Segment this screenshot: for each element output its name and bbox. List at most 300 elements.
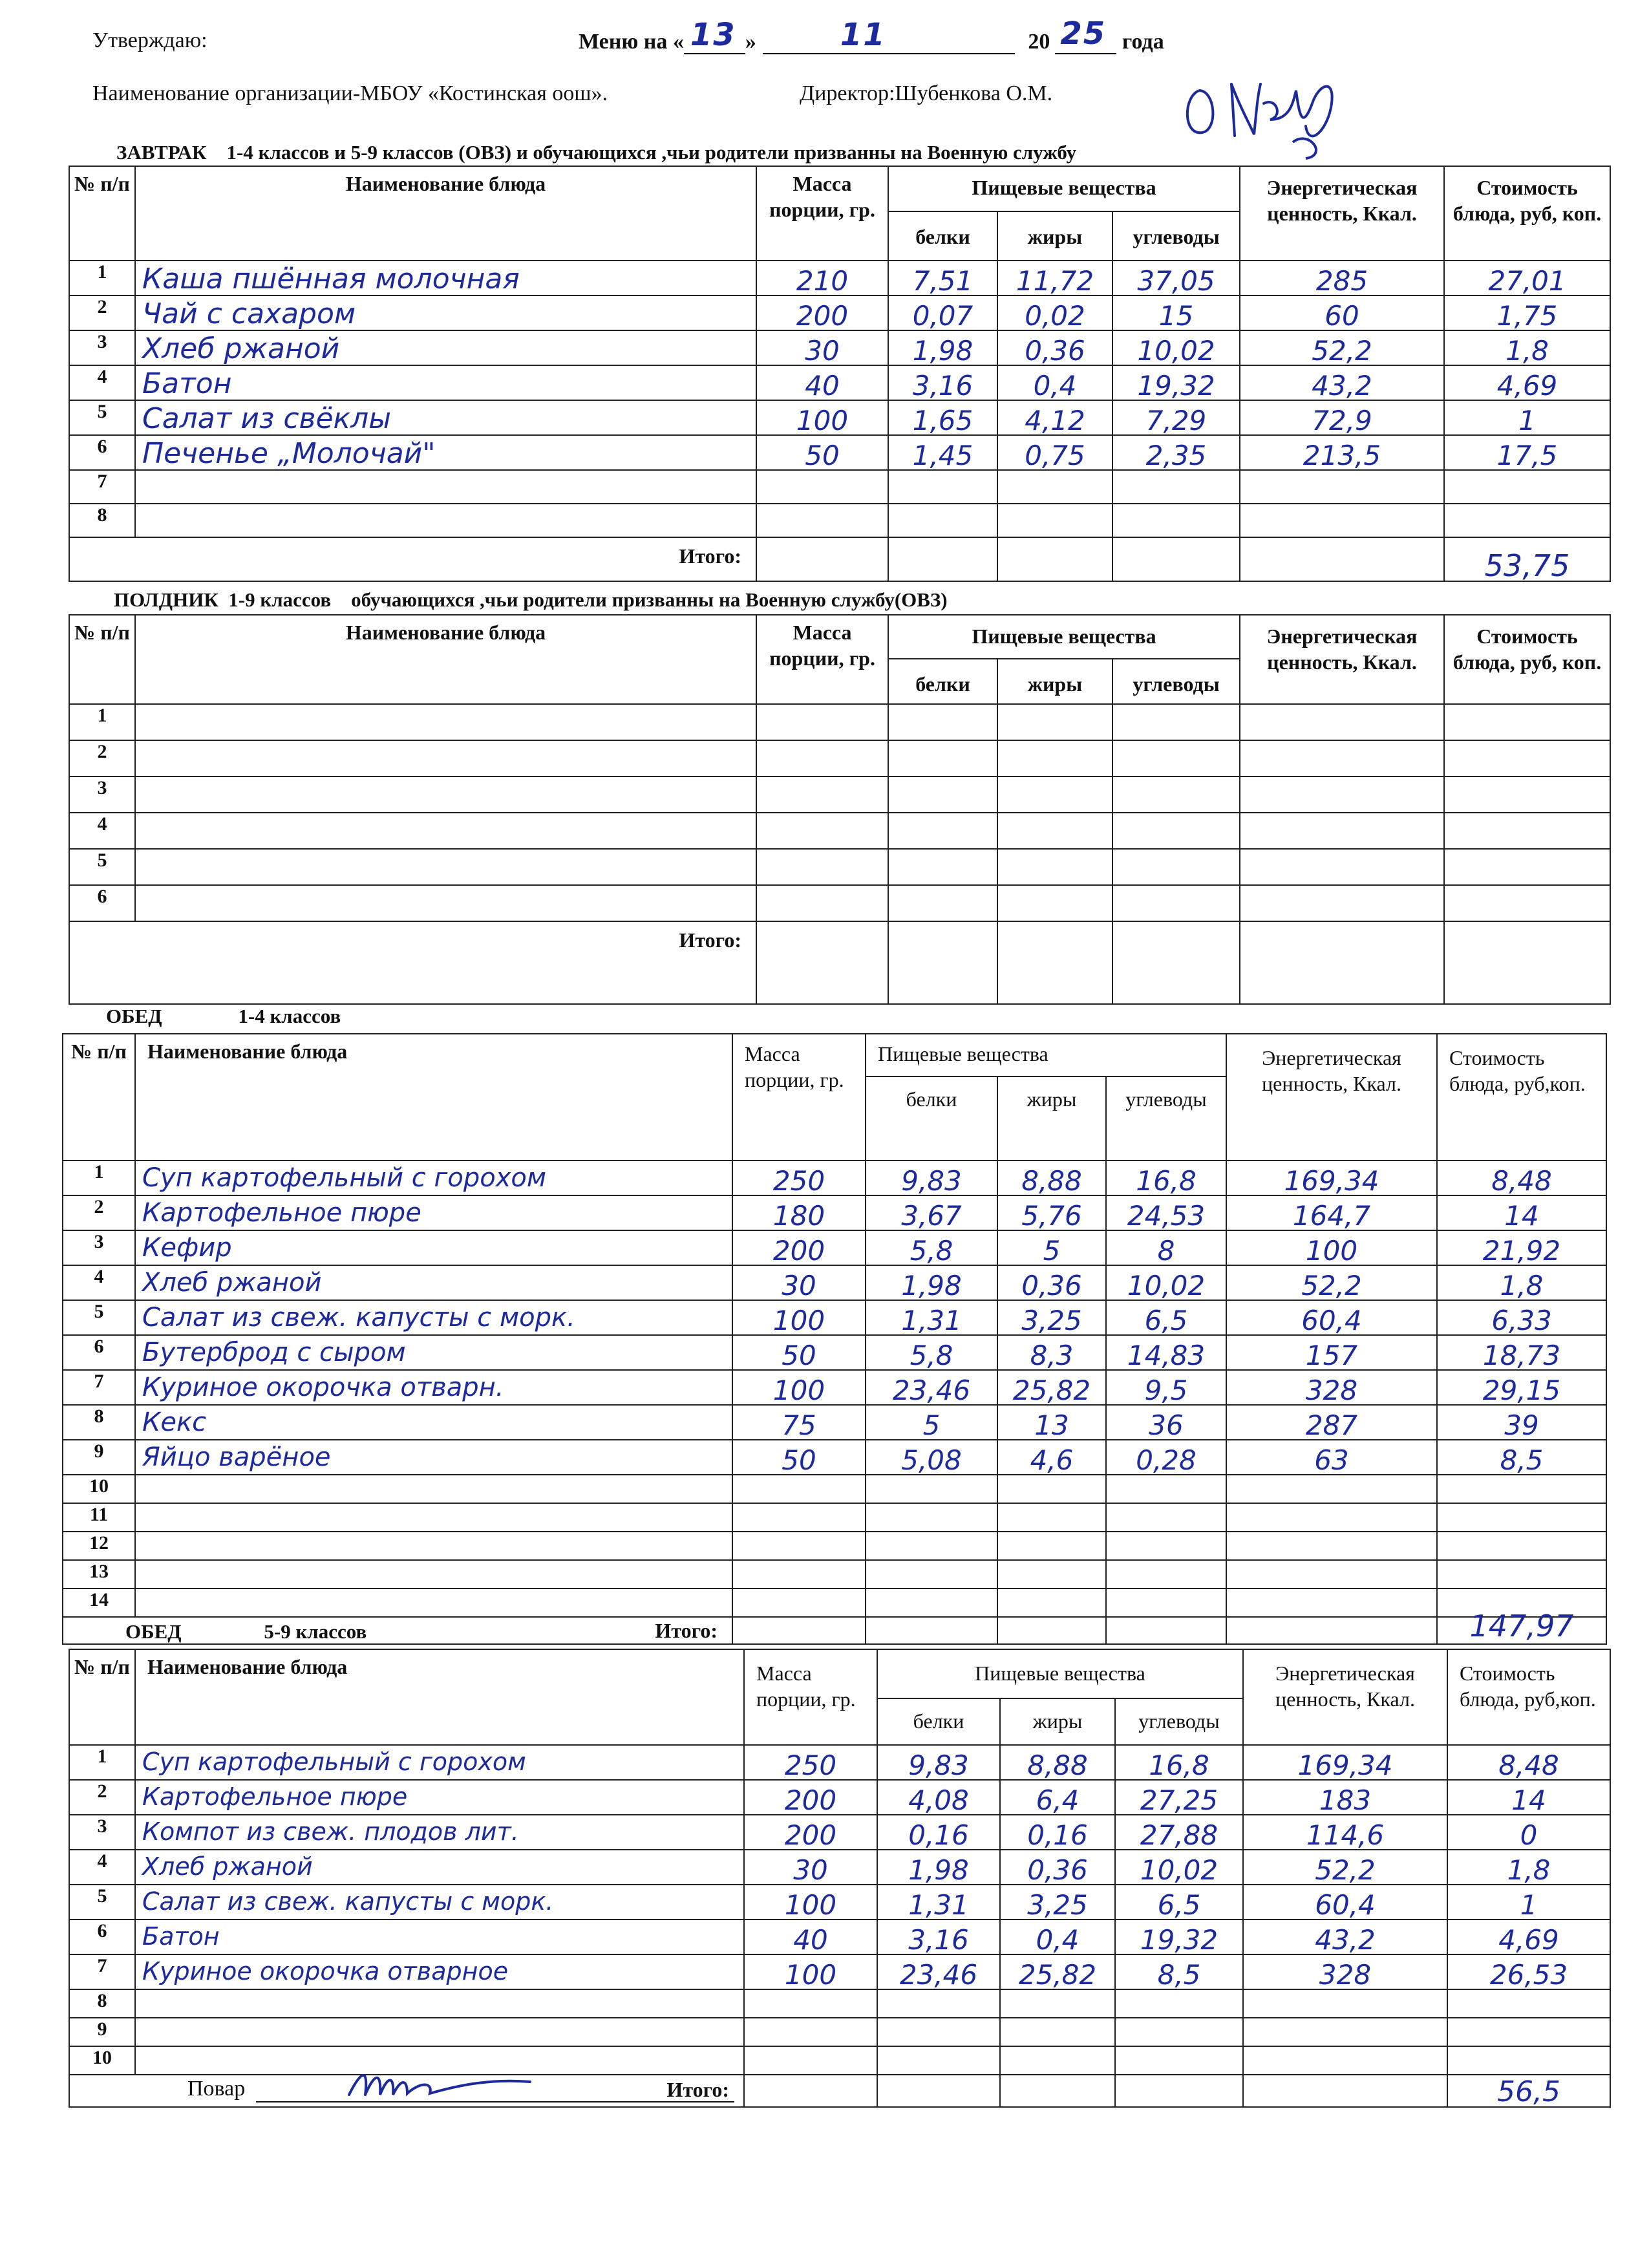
cell-protein (866, 1230, 997, 1265)
cell-carbs (1106, 1405, 1226, 1440)
cell-fat (997, 885, 1112, 921)
menu-month: 11 (840, 17, 886, 53)
cell-protein (866, 1161, 997, 1195)
cell-mass (744, 1780, 877, 1815)
approve-label: Утверждаю: (92, 28, 207, 52)
cell-cost (1444, 470, 1610, 504)
table-row (69, 1780, 1610, 1815)
row-number: 7 (97, 1955, 107, 1976)
cell-mass (732, 1532, 866, 1560)
dish-cost: 1,8 (1505, 335, 1549, 367)
lunch14-title-a: ОБЕД (106, 1005, 162, 1027)
cell-name (135, 1885, 744, 1920)
cell-n (63, 1335, 135, 1370)
cell-n (69, 1885, 135, 1920)
col-carbs-header: углеводы (1112, 211, 1240, 261)
cell-protein (888, 849, 997, 885)
dish-cost: 1,8 (1500, 1270, 1544, 1301)
row-number: 6 (97, 436, 107, 457)
lunch59-total: 56,5 (1497, 2075, 1560, 2108)
cell-fat (997, 1405, 1106, 1440)
dish-carbs: 16,8 (1149, 1749, 1209, 1781)
col-num-header: № п/п (69, 166, 135, 261)
cell-energy (1226, 1335, 1437, 1370)
dish-mass: 50 (805, 440, 840, 471)
cell-name (135, 1920, 744, 1954)
row-number: 7 (97, 471, 107, 492)
lunch14-table (62, 1033, 1607, 1645)
col-name-header: Наименование блюда (135, 1649, 744, 1745)
cell-carbs (1112, 295, 1240, 330)
cell-carbs (1112, 776, 1240, 813)
row-number: 3 (94, 1231, 104, 1252)
cell-energy (1243, 1780, 1447, 1815)
cell-name (135, 1300, 732, 1335)
cell-mass (744, 1885, 877, 1920)
dish-carbs: 16,8 (1136, 1165, 1197, 1197)
cell-protein (877, 1954, 1000, 1989)
cell-mass (744, 1920, 877, 1954)
cell-protein (877, 1885, 1000, 1920)
col-protein-header: белки (866, 1076, 997, 1161)
cell-fat (997, 330, 1112, 365)
cell-n (69, 1989, 135, 2018)
cell-carbs (1115, 2046, 1243, 2075)
cell-mass (732, 1440, 866, 1475)
table-row (63, 1230, 1606, 1265)
table-row (69, 1989, 1610, 2018)
table-row (69, 1815, 1610, 1850)
cell-n (69, 504, 135, 537)
dish-name: Хлеб ржаной (142, 1268, 322, 1298)
col-num-header: № п/п (69, 1649, 135, 1745)
cook-label: Повар (187, 2077, 246, 2101)
cell-carbs (1106, 1265, 1226, 1300)
col-protein-header: белки (877, 1698, 1000, 1745)
cell-protein (888, 813, 997, 849)
cell-carbs (1115, 1954, 1243, 1989)
cell-energy (1243, 1745, 1447, 1780)
cell-carbs (1106, 1370, 1226, 1405)
snack-table (69, 614, 1611, 1005)
dish-fat: 4,6 (1030, 1444, 1074, 1476)
cell-fat (1000, 1954, 1115, 1989)
cell-cost (1444, 365, 1610, 400)
cell-energy (1240, 330, 1444, 365)
cell-mass (756, 295, 888, 330)
cell-carbs (1106, 1195, 1226, 1230)
dish-protein: 7,51 (912, 265, 973, 297)
dish-carbs: 8 (1157, 1235, 1175, 1267)
dish-carbs: 24,53 (1127, 1200, 1206, 1232)
cell-energy (1226, 1265, 1437, 1300)
dish-mass: 100 (784, 1889, 837, 1921)
cell-energy (1240, 365, 1444, 400)
cell-energy (1243, 1815, 1447, 1850)
cell-cost (1447, 1885, 1610, 1920)
cell-protein (888, 330, 997, 365)
table-row (63, 1300, 1606, 1335)
dish-mass: 30 (793, 1854, 828, 1886)
dish-name: Каша пшённая молочная (142, 262, 520, 295)
cell-n (69, 1920, 135, 1954)
dish-name: Хлеб ржаной (142, 332, 340, 365)
dish-name: Куриное окорочка отварное (142, 1957, 509, 1985)
dish-protein: 3,67 (901, 1200, 962, 1232)
lunch14-title (106, 1005, 341, 1028)
cell-mass (744, 1815, 877, 1850)
dish-protein: 5 (922, 1409, 941, 1441)
cell-carbs (1112, 400, 1240, 435)
cell-carbs (1106, 1560, 1226, 1589)
dish-name: Чай с сахаром (142, 297, 356, 330)
cell-n (69, 1780, 135, 1815)
dish-carbs: 9,5 (1144, 1375, 1188, 1406)
dish-mass: 100 (796, 405, 849, 436)
dish-mass: 210 (796, 265, 849, 297)
cell-fat (997, 365, 1112, 400)
cell-energy (1226, 1589, 1437, 1617)
cell-n (69, 704, 135, 740)
cell-name (135, 704, 756, 740)
row-number: 9 (97, 2018, 107, 2040)
dish-cost: 1,8 (1507, 1854, 1551, 1886)
dish-protein: 0,16 (908, 1819, 969, 1851)
table-row (69, 365, 1610, 400)
cell-name (135, 1850, 744, 1885)
cell-protein (877, 1989, 1000, 2018)
row-number: 13 (89, 1561, 109, 1582)
cell-fat (997, 740, 1112, 776)
year-prefix: 20 (1028, 30, 1050, 54)
cell-name (135, 1161, 732, 1195)
dish-mass: 250 (784, 1749, 837, 1781)
menu-date-line (579, 16, 1164, 54)
dish-name: Суп картофельный с горохом (142, 1748, 526, 1776)
row-number: 1 (94, 1161, 104, 1182)
cell-fat (997, 1560, 1106, 1589)
dish-cost: 0 (1520, 1819, 1538, 1851)
cell-n (69, 1850, 135, 1885)
lunch14-total: 147,97 (1469, 1609, 1574, 1643)
cell-name (135, 776, 756, 813)
cell-cost (1437, 1370, 1606, 1405)
col-energy-header: Энергетическая ценность, Ккал. (1240, 166, 1444, 261)
cell-fat (997, 776, 1112, 813)
table-row (69, 400, 1610, 435)
dish-cost: 39 (1504, 1409, 1539, 1441)
cell-carbs (1112, 740, 1240, 776)
cell-protein (888, 365, 997, 400)
cell-cost (1444, 330, 1610, 365)
cell-carbs (1106, 1300, 1226, 1335)
cell-n (69, 400, 135, 435)
lunch59-title-a: ОБЕД (125, 1620, 182, 1643)
cell-fat (1000, 1815, 1115, 1850)
cell-name (135, 1335, 732, 1370)
cell-protein (877, 1850, 1000, 1885)
lunch14-title-b: 1-4 классов (238, 1005, 341, 1027)
cell-cost (1444, 435, 1610, 470)
cell-name (135, 1560, 732, 1589)
dish-carbs: 37,05 (1137, 265, 1215, 297)
cell-fat (1000, 1850, 1115, 1885)
cell-energy (1226, 1230, 1437, 1265)
cell-energy (1240, 435, 1444, 470)
dish-protein: 4,08 (908, 1784, 969, 1816)
cell-name (135, 261, 756, 295)
cell-carbs (1112, 885, 1240, 921)
row-number: 4 (97, 1850, 107, 1872)
dish-cost: 8,48 (1498, 1749, 1559, 1781)
dish-carbs: 14,83 (1127, 1340, 1206, 1371)
col-carbs-header: углеводы (1115, 1698, 1243, 1745)
cell-protein (866, 1195, 997, 1230)
dish-energy: 52,2 (1301, 1270, 1362, 1301)
row-number: 1 (97, 1746, 107, 1767)
col-fat-header: жиры (997, 659, 1112, 704)
cell-cost (1444, 885, 1610, 921)
dish-cost: 8,48 (1491, 1165, 1552, 1197)
cell-n (69, 365, 135, 400)
col-num-header: № п/п (63, 1034, 135, 1161)
row-number: 2 (97, 741, 107, 762)
cell-name (135, 885, 756, 921)
dish-fat: 8,88 (1021, 1165, 1082, 1197)
table-row (69, 1954, 1610, 1989)
row-number: 2 (94, 1196, 104, 1217)
dish-energy: 213,5 (1303, 440, 1381, 471)
dish-cost: 27,01 (1488, 265, 1566, 297)
cell-energy (1243, 1954, 1447, 1989)
cook-signature (343, 2056, 537, 2108)
cell-fat (997, 1475, 1106, 1503)
cell-n (69, 261, 135, 295)
cell-protein (888, 885, 997, 921)
dish-name: Печенье „Молочай" (142, 437, 436, 470)
dish-cost: 1 (1518, 405, 1536, 436)
cell-cost (1437, 1440, 1606, 1475)
cell-fat (1000, 1780, 1115, 1815)
table-row (69, 740, 1610, 776)
cell-mass (732, 1300, 866, 1335)
cell-energy (1240, 849, 1444, 885)
dish-protein: 1,65 (912, 405, 973, 436)
cell-mass (744, 1989, 877, 2018)
dish-fat: 5,76 (1021, 1200, 1082, 1232)
dish-cost: 8,5 (1500, 1444, 1544, 1476)
cell-energy (1226, 1440, 1437, 1475)
cell-fat (997, 295, 1112, 330)
cell-name (135, 1989, 744, 2018)
cell-cost (1444, 849, 1610, 885)
cell-energy (1226, 1300, 1437, 1335)
cell-protein (888, 400, 997, 435)
breakfast-total: 53,75 (1484, 548, 1570, 583)
col-fat-header: жиры (997, 211, 1112, 261)
dish-energy: 169,34 (1284, 1165, 1379, 1197)
cell-energy (1240, 400, 1444, 435)
lunch14-total-label: Итого: (63, 1617, 732, 1644)
cell-name (135, 365, 756, 400)
cell-n (63, 1195, 135, 1230)
cell-energy (1226, 1475, 1437, 1503)
dish-protein: 3,16 (908, 1924, 969, 1956)
cell-name (135, 1532, 732, 1560)
row-number: 8 (97, 1990, 107, 2011)
cell-name (135, 740, 756, 776)
cell-name (135, 400, 756, 435)
cell-energy (1240, 813, 1444, 849)
cell-protein (866, 1475, 997, 1503)
cell-mass (756, 813, 888, 849)
col-mass-header: Масса порции, гр. (744, 1649, 877, 1745)
table-row (69, 261, 1610, 295)
cell-cost (1444, 813, 1610, 849)
cell-name (135, 1475, 732, 1503)
cell-mass (732, 1230, 866, 1265)
cell-energy (1226, 1560, 1437, 1589)
cell-energy (1240, 504, 1444, 537)
dish-protein: 5,8 (910, 1340, 953, 1371)
cell-carbs (1112, 813, 1240, 849)
cell-mass (744, 1954, 877, 1989)
dish-carbs: 10,02 (1140, 1854, 1218, 1886)
cell-name (135, 470, 756, 504)
dish-name: Салат из свеж. капусты с морк. (142, 1887, 554, 1916)
cell-n (69, 435, 135, 470)
dish-carbs: 6,5 (1144, 1305, 1188, 1336)
cell-protein (866, 1405, 997, 1440)
col-cost-header: Стоимость блюда, руб,коп. (1447, 1649, 1610, 1745)
table-row (63, 1405, 1606, 1440)
cell-cost (1447, 1954, 1610, 1989)
row-number: 1 (97, 261, 107, 283)
cell-mass (732, 1370, 866, 1405)
cell-fat (1000, 1885, 1115, 1920)
cell-cost (1447, 1920, 1610, 1954)
col-nutrients-header: Пищевые вещества (888, 166, 1240, 211)
cell-protein (888, 261, 997, 295)
dish-cost: 1,75 (1496, 300, 1558, 332)
dish-name: Суп картофельный с горохом (142, 1163, 547, 1193)
cell-fat (997, 1265, 1106, 1300)
row-number: 3 (97, 1815, 107, 1837)
cell-n (69, 1954, 135, 1989)
cell-cost (1437, 1335, 1606, 1370)
dish-protein: 5,08 (901, 1444, 962, 1476)
cell-carbs (1106, 1440, 1226, 1475)
dish-fat: 0,36 (1021, 1270, 1082, 1301)
col-cost-header: Стоимость блюда, руб, коп. (1444, 166, 1610, 261)
cell-carbs (1112, 849, 1240, 885)
dish-protein: 9,83 (901, 1165, 962, 1197)
col-mass-header: Масса порции, гр. (732, 1034, 866, 1161)
row-number: 11 (89, 1504, 109, 1525)
table-row (63, 1335, 1606, 1370)
dish-name: Батон (142, 367, 232, 400)
cell-cost (1437, 1300, 1606, 1335)
cell-protein (877, 1920, 1000, 1954)
menu-day-field (684, 17, 745, 54)
cell-cost (1437, 1405, 1606, 1440)
cell-mass (732, 1195, 866, 1230)
table-row (63, 1370, 1606, 1405)
cell-protein (866, 1503, 997, 1532)
cell-carbs (1115, 1920, 1243, 1954)
cell-protein (888, 704, 997, 740)
cell-protein (888, 504, 997, 537)
dish-protein: 1,98 (912, 335, 973, 367)
dish-mass: 40 (793, 1924, 828, 1956)
cell-carbs (1106, 1475, 1226, 1503)
dish-protein: 23,46 (892, 1375, 971, 1406)
breakfast-table (69, 166, 1611, 582)
dish-name: Кефир (142, 1233, 232, 1263)
col-num-header: № п/п (69, 615, 135, 704)
dish-energy: 285 (1315, 265, 1368, 297)
cell-mass (732, 1475, 866, 1503)
director-name: Директор:Шубенкова О.М. (800, 81, 1053, 105)
cell-protein (866, 1589, 997, 1617)
dish-carbs: 6,5 (1157, 1889, 1201, 1921)
cell-protein (877, 1745, 1000, 1780)
col-nutrients-header: Пищевые вещества (866, 1034, 1226, 1076)
row-number: 7 (94, 1371, 104, 1392)
col-energy-header: Энергетическая ценность, Ккал. (1243, 1649, 1447, 1745)
col-fat-header: жиры (997, 1076, 1106, 1161)
cell-name (135, 1195, 732, 1230)
menu-month-field (763, 17, 1015, 54)
dish-fat: 0,75 (1025, 440, 1085, 471)
row-number: 8 (94, 1406, 104, 1427)
cell-fat (997, 849, 1112, 885)
col-mass-header: Масса порции, гр. (756, 166, 888, 261)
dish-carbs: 8,5 (1157, 1959, 1201, 1991)
cell-n (63, 1370, 135, 1405)
cell-energy (1240, 740, 1444, 776)
cell-mass (756, 400, 888, 435)
dish-protein: 0,07 (912, 300, 973, 332)
cell-cost (1437, 1560, 1606, 1589)
cell-energy (1240, 261, 1444, 295)
dish-energy: 63 (1314, 1444, 1349, 1476)
cell-protein (866, 1532, 997, 1560)
row-number: 2 (97, 1781, 107, 1802)
cell-mass (756, 261, 888, 295)
cell-n (69, 2018, 135, 2046)
cell-protein (866, 1335, 997, 1370)
dish-mass: 180 (772, 1200, 825, 1232)
cell-fat (997, 435, 1112, 470)
table-row (69, 1850, 1610, 1885)
cell-protein (877, 2018, 1000, 2046)
menu-mid: » (745, 30, 756, 54)
dish-name: Яйцо варёное (142, 1442, 331, 1472)
cell-n (69, 776, 135, 813)
dish-fat: 0,4 (1033, 370, 1077, 401)
cell-fat (997, 1503, 1106, 1532)
cell-fat (997, 470, 1112, 504)
cell-cost (1447, 1780, 1610, 1815)
cell-cost (1447, 1850, 1610, 1885)
cell-cost (1444, 295, 1610, 330)
cell-energy (1226, 1161, 1437, 1195)
dish-fat: 5 (1043, 1235, 1061, 1267)
cell-cost (1437, 1161, 1606, 1195)
cell-name (135, 1954, 744, 1989)
dish-fat: 0,02 (1025, 300, 1085, 332)
